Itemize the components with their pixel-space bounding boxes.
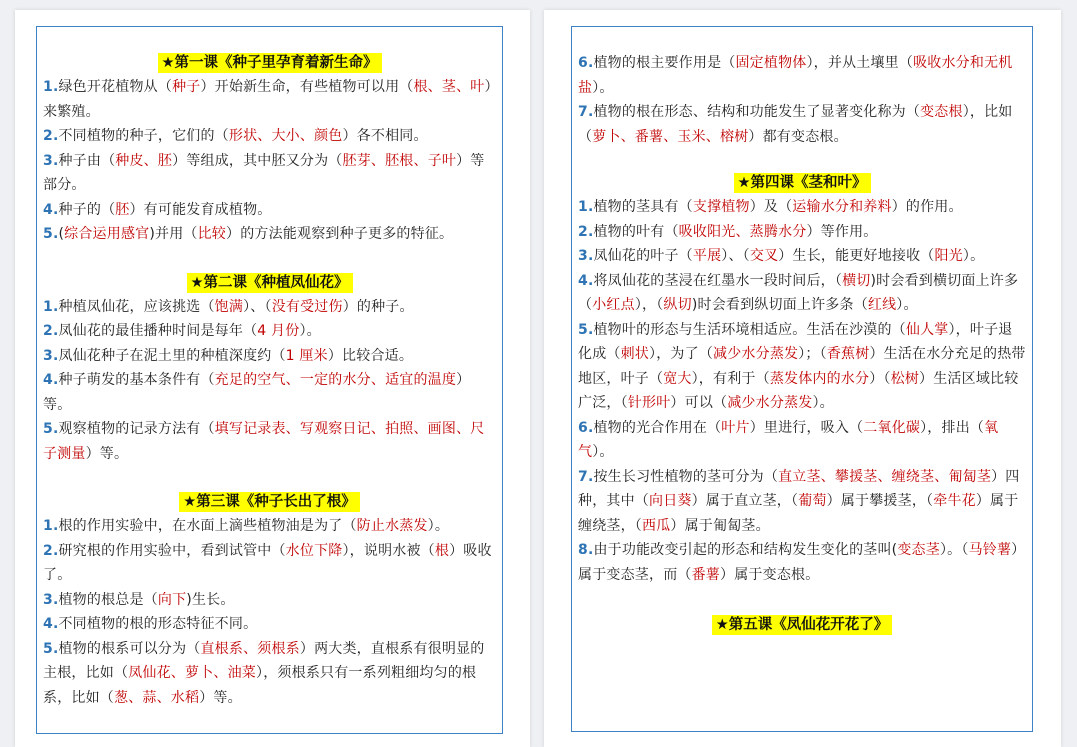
answer-text: 针形叶 [627, 395, 671, 411]
item-number: 6. [578, 55, 594, 71]
item-text: ）。 [592, 444, 614, 460]
note-item [43, 344, 496, 369]
item-text: 由于功能改变引起的形态和结构发生变化的茎叫( [593, 542, 898, 558]
item-text: )时会看到横切面上许多（ [578, 272, 1019, 313]
section-spacer [578, 587, 1026, 611]
item-number: 3. [43, 152, 59, 169]
item-text: ）（ [869, 370, 891, 387]
note-item [578, 100, 1026, 149]
note-item [43, 149, 496, 198]
item-number: 5. [43, 640, 59, 657]
item-text: ）。 [427, 518, 450, 534]
answer-text: 氧气 [578, 419, 999, 460]
lesson-heading [578, 611, 1026, 637]
answer-text: 凤仙花、萝卜、油菜 [128, 665, 257, 681]
item-text: 植物的根在形态、结构和功能发生了显著变化称为（ [593, 104, 921, 120]
answer-text: 减少水分蒸发 [727, 395, 813, 411]
answer-text: 综合运用感官 [64, 226, 150, 242]
answer-text: 根、茎、叶 [413, 79, 485, 95]
item-number: 4. [578, 272, 594, 289]
item-number: 2. [43, 323, 59, 339]
note-item [43, 637, 496, 711]
item-number: 5. [43, 421, 59, 437]
left-notes-frame [36, 26, 503, 734]
answer-text: 仙人掌 [905, 321, 949, 338]
item-text: 研究根的作用实验中，看到试管中（ [58, 542, 286, 559]
lesson-title: ★第五课《凤仙花开花了》 [712, 615, 893, 635]
note-item [43, 514, 496, 539]
item-number: 2. [43, 542, 59, 559]
answer-text: 向下 [157, 591, 187, 608]
answer-text: 交叉 [749, 248, 779, 264]
item-text: ），叶子退化成（ [578, 321, 1013, 362]
item-number: 7. [578, 468, 594, 485]
section-spacer [43, 27, 496, 49]
item-text: ）。 [812, 395, 834, 411]
lesson-heading [578, 169, 1026, 195]
item-text: ）属于攀援茎，（ [826, 493, 934, 509]
answer-text: 形状、大小、颜色 [228, 128, 343, 144]
item-text: ）来繁殖。 [43, 79, 492, 120]
note-item [43, 612, 496, 637]
answer-text: 刺状 [620, 346, 650, 362]
item-text: ）生活在水分充足的热带地区，叶子（ [578, 346, 1026, 387]
item-text: ）等。 [199, 689, 242, 706]
item-text: 不同植物的根的形态特征不同。 [58, 616, 258, 632]
item-text: ）。 [962, 248, 985, 264]
item-text: 凤仙花的叶子（ [593, 248, 693, 264]
item-text: ）有可能发育成植物。 [129, 201, 272, 218]
item-text: ）属于匍匐茎。 [670, 517, 770, 534]
item-text: ），比如（ [578, 104, 1013, 145]
item-text: 观察植物的记录方法有（ [58, 421, 215, 437]
item-number: 4. [43, 616, 59, 632]
note-item [578, 244, 1026, 269]
lesson-title: ★第四课《茎和叶》 [734, 173, 871, 193]
item-text: )生长。 [186, 591, 235, 608]
answer-text: 种皮、胚 [115, 152, 173, 169]
item-number: 3. [578, 248, 594, 264]
answer-text: 没有受过伤 [271, 298, 343, 315]
answer-text: 直根系、须根系 [200, 640, 300, 657]
item-text: ）的种子。 [342, 298, 414, 315]
item-text: 植物的根主要作用是（ [593, 55, 736, 71]
item-number: 1. [578, 199, 594, 215]
note-item [578, 538, 1026, 587]
section-spacer [578, 149, 1026, 169]
answer-text: 防止水蒸发 [356, 518, 428, 534]
note-item [43, 417, 496, 466]
note-item [43, 588, 496, 613]
lesson-title: ★第二课《种植凤仙花》 [187, 273, 353, 293]
item-text: ）、（ [243, 298, 272, 315]
note-item [578, 318, 1026, 416]
item-text: 根的作用实验中，在水面上滴些植物油是为了（ [58, 518, 357, 534]
answer-text: 小红点 [592, 297, 635, 313]
item-text: ）属于缠绕茎，（ [578, 493, 1019, 534]
item-text: ），须根系只有一系列粗细均匀的根系，比如（ [43, 665, 477, 706]
item-text: ），为了（ [649, 346, 714, 362]
answer-text: 胚芽、胚根、子叶 [342, 152, 457, 169]
item-number: 3. [43, 347, 59, 364]
item-text: ）及（ [749, 199, 793, 215]
note-item [43, 222, 496, 247]
item-number: 4. [43, 372, 59, 388]
item-text: 植物的根系可以分为（ [58, 640, 201, 657]
item-text: ）属于直立茎，（ [691, 493, 799, 509]
note-item [578, 220, 1026, 245]
item-text: 种植凤仙花，应该挑选（ [58, 298, 215, 315]
answer-text: 松树 [890, 370, 920, 387]
item-text: ）等部分。 [43, 152, 485, 193]
answer-text: 4 月份 [257, 323, 300, 339]
answer-text: 胚 [115, 201, 130, 218]
note-item [43, 75, 496, 124]
section-spacer [43, 466, 496, 488]
item-text: ）生长，能更好地接收（ [778, 248, 935, 264]
answer-text: 减少水分蒸发 [713, 346, 799, 362]
item-text: 种子由（ [58, 152, 116, 169]
item-text: ）。 [896, 297, 918, 313]
answer-text: 变态根 [920, 104, 963, 120]
note-item [578, 416, 1026, 465]
item-text: ）各不相同。 [342, 128, 428, 144]
item-number: 5. [578, 321, 594, 338]
lesson-heading [43, 269, 496, 295]
answer-text: 蒸发体内的水分 [769, 370, 870, 387]
item-text: ）属于变态茎，而（ [578, 542, 1026, 583]
item-text: 按生长习性植物的茎可分为（ [593, 468, 779, 485]
item-text: ）。 [592, 79, 614, 96]
lesson-title: ★第一课《种子里孕育着新生命》 [158, 53, 382, 73]
item-number: 2. [43, 128, 59, 144]
item-text: 植物的茎具有（ [593, 199, 693, 215]
answer-text: 阳光 [934, 248, 963, 264]
answer-text: 平展 [692, 248, 722, 264]
answer-text: 横切 [842, 272, 871, 289]
note-item [43, 368, 496, 417]
answer-text: 直立茎、攀援茎、缠绕茎、匍匐茎 [778, 468, 992, 485]
item-text: 植物的根总是（ [58, 591, 158, 608]
note-item [43, 124, 496, 149]
answer-text: 向日葵 [649, 493, 692, 509]
answer-text: 萝卜、番薯、玉米、榕树 [592, 128, 749, 145]
item-text: ）。 [299, 323, 321, 339]
right-page-card [544, 10, 1061, 747]
answer-text: 西瓜 [642, 517, 671, 534]
item-text: ）。（ [939, 542, 969, 558]
item-text: 将凤仙花的茎浸在红墨水一段时间后，（ [593, 272, 843, 289]
answer-text: 吸收阳光、蒸腾水分 [678, 223, 807, 240]
answer-text: 1 厘米 [285, 347, 328, 364]
answer-text: 吸收水分和无机盐 [578, 55, 1013, 96]
answer-text: 叶片 [721, 419, 750, 436]
item-text: 植物叶的形态与生活环境相适应。生活在沙漠的（ [593, 321, 906, 338]
answer-text: 填写记录表、写观察日记、拍照、画图、尺子测量 [43, 421, 485, 462]
item-text: ）两大类，直根系有很明显的主根，比如（ [43, 640, 485, 681]
item-number: 2. [578, 223, 594, 240]
item-text: 种子的（ [58, 201, 116, 218]
answer-text: 运输水分和养料 [792, 199, 892, 215]
item-text: ）、（ [721, 248, 750, 264]
item-text: ），说明水被（ [342, 542, 435, 559]
item-text: ）等。 [85, 445, 129, 462]
answer-text: 马铃薯 [968, 542, 1012, 558]
note-item [578, 269, 1026, 318]
answer-text: 红线 [867, 297, 897, 313]
item-number: 3. [43, 591, 59, 608]
section-spacer [43, 247, 496, 269]
item-text: 种子萌发的基本条件有（ [58, 372, 215, 388]
answer-text: 水位下降 [285, 542, 343, 559]
note-item [43, 295, 496, 320]
note-item [43, 539, 496, 588]
answer-text: 牵牛花 [933, 493, 976, 509]
item-number: 1. [43, 298, 59, 315]
item-number: 1. [43, 79, 59, 95]
item-text: ）生活区域比较广泛，（ [578, 370, 1019, 411]
answer-text: 饱满 [214, 298, 244, 315]
item-number: 8. [578, 542, 594, 558]
item-text: ）等作用。 [806, 223, 878, 240]
item-text: 绿色开花植物从（ [58, 79, 173, 95]
item-number: 4. [43, 201, 59, 218]
item-number: 1. [43, 518, 59, 534]
item-text: 凤仙花的最佳播种时间是每年（ [58, 323, 258, 339]
item-text: ( [58, 226, 65, 242]
item-text: 植物的光合作用在（ [593, 419, 722, 436]
item-text: ），排出（ [920, 419, 985, 436]
item-text: ），有利于（ [691, 370, 770, 387]
item-text: )并用（ [149, 226, 198, 242]
item-text: ）属于变态根。 [720, 566, 820, 583]
item-number: 7. [578, 104, 594, 120]
answer-text: 充足的空气、一定的水分、适宜的温度 [214, 372, 457, 388]
item-number: 6. [578, 419, 594, 436]
item-text: ）吸收了。 [43, 542, 492, 583]
item-text: ），（ [634, 297, 664, 313]
answer-text: 葡萄 [798, 493, 827, 509]
item-text: ）的方法能观察到种子更多的特征。 [226, 226, 454, 242]
item-text: ）四种，其中（ [578, 468, 1020, 509]
item-text: 不同植物的种子，它们的（ [58, 128, 229, 144]
item-text: ）都有变态根。 [748, 128, 848, 145]
item-number: 5. [43, 226, 59, 242]
answer-text: 纵切 [663, 297, 692, 313]
answer-text: 宽大 [663, 370, 692, 387]
note-item [43, 198, 496, 223]
item-text: 凤仙花种子在泥土里的种植深度约（ [58, 347, 286, 364]
answer-text: 比较 [197, 226, 227, 242]
note-item [43, 319, 496, 344]
answer-text: 香蕉树 [826, 346, 870, 362]
item-text: ）等。 [43, 372, 471, 413]
item-text: ）比较合适。 [327, 347, 414, 364]
lesson-heading [43, 488, 496, 514]
item-text: ）里进行，吸入（ [749, 419, 864, 436]
item-text: ）开始新生命，有些植物可以用（ [200, 79, 414, 95]
answer-text: 番薯 [691, 566, 721, 583]
item-text: ）可以（ [670, 395, 728, 411]
answer-text: 葱、蒜、水稻 [114, 689, 200, 706]
item-text: ）的作用。 [891, 199, 963, 215]
item-text: ）；（ [798, 346, 827, 362]
answer-text: 种子 [172, 79, 201, 95]
answer-text: 固定植物体 [735, 55, 807, 71]
lesson-heading [43, 49, 496, 75]
answer-text: 支撑植物 [692, 199, 750, 215]
lesson-title: ★第三课《种子长出了根》 [179, 492, 360, 512]
item-text: ）等组成，其中胚又分为（ [172, 152, 343, 169]
note-item [578, 51, 1026, 100]
note-item [578, 465, 1026, 539]
answer-text: 根 [434, 542, 450, 559]
item-text: 植物的叶有（ [593, 223, 679, 240]
left-page-card [15, 10, 530, 747]
answer-text: 二氧化碳 [863, 419, 921, 436]
answer-text: 变态茎 [897, 542, 940, 558]
note-item [578, 195, 1026, 220]
item-text: )时会看到纵切面上许多条（ [691, 297, 868, 313]
right-notes-frame [571, 26, 1033, 732]
section-spacer [578, 27, 1026, 51]
item-text: ），并从土壤里（ [806, 55, 914, 71]
